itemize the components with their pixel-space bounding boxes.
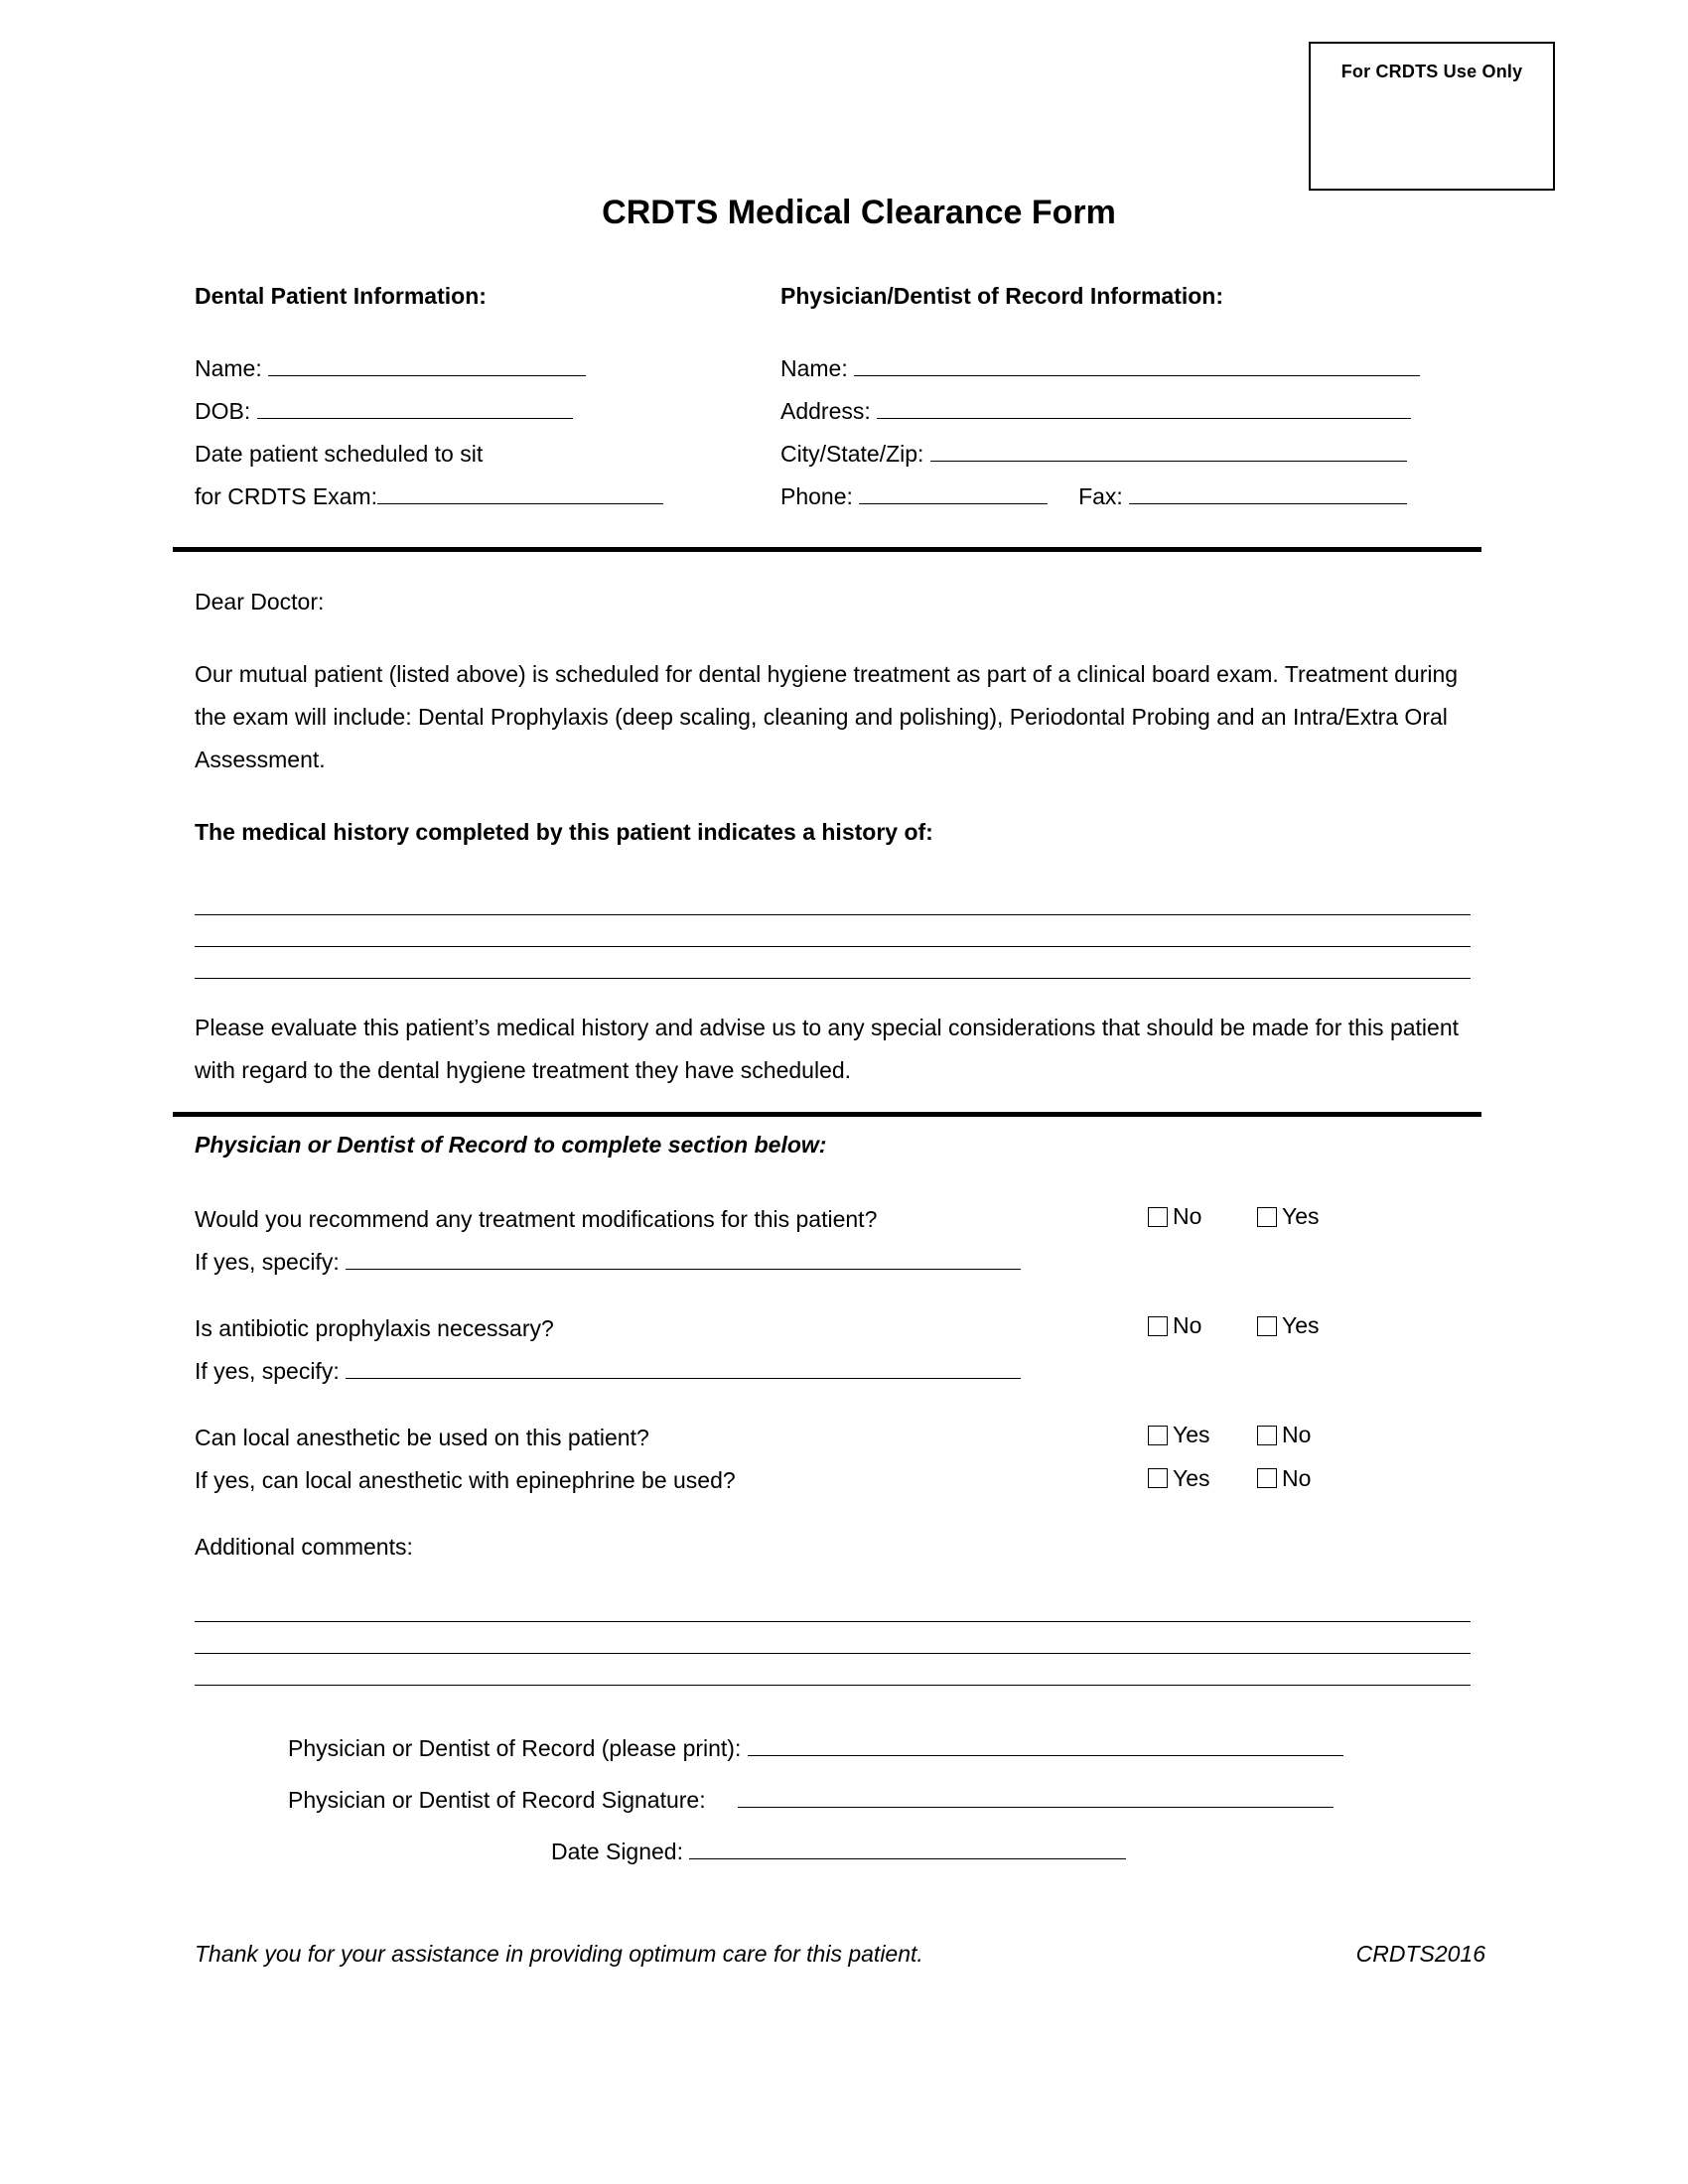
physician-phone-label: Phone: <box>780 483 853 509</box>
physician-phone-input[interactable] <box>859 481 1048 504</box>
question-2-followup-label: If yes, specify: <box>195 1357 340 1384</box>
question-4-option-no-label: No <box>1282 1464 1312 1491</box>
additional-comments-label: Additional comments: <box>195 1534 413 1560</box>
physician-citystatezip-row <box>780 433 1495 476</box>
letter-salutation: Dear Doctor: <box>195 589 325 614</box>
question-2-followup <box>195 1351 1485 1392</box>
crdts-use-only-box <box>1309 42 1555 191</box>
signature-sign-label: Physician or Dentist of Record Signature: <box>288 1787 706 1813</box>
patient-scheduled-row <box>195 433 780 476</box>
patient-information-column <box>195 283 780 518</box>
checkbox-icon[interactable] <box>1148 1468 1168 1488</box>
footer-thanks: Thank you for your assistance in providing optimum care for this patient. <box>195 1941 923 1967</box>
question-1-text: Would you recommend any treatment modifications for this patient? <box>195 1205 878 1232</box>
divider-top <box>173 547 1481 552</box>
signature-section <box>288 1722 1489 1877</box>
question-4-option-no[interactable] <box>1257 1458 1366 1499</box>
patient-name-label: Name: <box>195 355 262 381</box>
divider-bottom <box>173 1112 1481 1117</box>
question-4-text: If yes, can local anesthetic with epinephrine be used? <box>195 1467 736 1493</box>
physician-citystatezip-input[interactable] <box>930 439 1407 462</box>
question-4-option-yes-label: Yes <box>1173 1464 1210 1491</box>
comments-line-2[interactable] <box>195 1622 1471 1654</box>
question-3-option-yes[interactable] <box>1148 1415 1257 1455</box>
question-antibiotic-prophylaxis <box>195 1305 1485 1392</box>
physician-information-column <box>780 283 1495 518</box>
page-title: CRDTS Medical Clearance Form <box>602 194 1116 231</box>
checkbox-icon[interactable] <box>1148 1426 1168 1445</box>
signature-date-row <box>551 1826 1489 1877</box>
letter-body <box>195 581 1476 1092</box>
checkbox-icon[interactable] <box>1257 1316 1277 1336</box>
question-1-option-yes-label: Yes <box>1282 1203 1320 1229</box>
patient-dob-row <box>195 390 780 433</box>
letter-paragraph-1: Our mutual patient (listed above) is scheduled for dental hygiene treatment as part of a clinical board exam. Treatment during the exam will include: Dental Prophylaxis (deep scaling, cleaning and polishing), Periodontal Probing and an Intra/Extra Oral Assessment. <box>195 661 1459 772</box>
checkbox-icon[interactable] <box>1148 1316 1168 1336</box>
signature-print-label: Physician or Dentist of Record (please print): <box>288 1735 742 1761</box>
checkbox-icon[interactable] <box>1257 1426 1277 1445</box>
physician-name-label: Name: <box>780 355 848 381</box>
physician-name-input[interactable] <box>854 353 1420 376</box>
patient-exam-date-row <box>195 476 780 518</box>
physician-fax-label: Fax: <box>1078 483 1123 509</box>
complete-below-heading: Physician or Dentist of Record to complete section below: <box>195 1132 827 1158</box>
question-1-followup-label: If yes, specify: <box>195 1248 340 1275</box>
physician-name-row <box>780 347 1495 390</box>
letter-paragraph-2: Please evaluate this patient’s medical history and advise us to any special considerations that should be made for this patient with regard to the dental hygiene treatment they have scheduled. <box>195 1015 1459 1083</box>
question-3-option-no-label: No <box>1282 1422 1312 1447</box>
comments-line-3[interactable] <box>195 1654 1471 1686</box>
question-4-option-yes[interactable] <box>1148 1458 1257 1499</box>
information-section <box>195 283 1495 518</box>
question-local-anesthetic-group <box>195 1415 1485 1501</box>
question-3-option-yes-label: Yes <box>1173 1422 1210 1447</box>
physician-address-input[interactable] <box>877 396 1411 419</box>
signature-print-input[interactable] <box>748 1733 1343 1756</box>
question-2-followup-input[interactable] <box>346 1356 1021 1379</box>
question-3-option-no[interactable] <box>1257 1415 1366 1455</box>
patient-exam-date-input[interactable] <box>377 481 663 504</box>
question-2-option-yes[interactable] <box>1257 1305 1366 1346</box>
signature-sign-row <box>288 1774 1489 1826</box>
additional-comments-write-in[interactable] <box>195 1590 1485 1686</box>
question-1-option-yes[interactable] <box>1257 1196 1366 1237</box>
question-2-option-no-label: No <box>1173 1312 1202 1338</box>
history-line-3[interactable] <box>195 947 1471 979</box>
checkbox-icon[interactable] <box>1257 1468 1277 1488</box>
patient-dob-label: DOB: <box>195 398 251 424</box>
signature-print-row <box>288 1722 1489 1774</box>
question-2-option-no[interactable] <box>1148 1305 1257 1346</box>
question-2-text: Is antibiotic prophylaxis necessary? <box>195 1314 554 1341</box>
comments-line-1[interactable] <box>195 1590 1471 1622</box>
signature-date-input[interactable] <box>689 1837 1126 1859</box>
additional-comments-section <box>195 1534 1485 1686</box>
medical-history-write-in[interactable] <box>195 884 1476 979</box>
question-treatment-modifications <box>195 1196 1485 1283</box>
physician-phone-fax-row <box>780 476 1495 518</box>
patient-name-row <box>195 347 780 390</box>
signature-date-label: Date Signed: <box>551 1839 683 1864</box>
footer <box>195 1941 1485 1968</box>
patient-scheduled-label: Date patient scheduled to sit <box>195 441 484 467</box>
question-1-option-no-label: No <box>1173 1203 1202 1229</box>
question-1-followup-input[interactable] <box>346 1247 1021 1270</box>
question-1-followup <box>195 1242 1485 1283</box>
signature-sign-input[interactable] <box>738 1785 1334 1808</box>
patient-dob-input[interactable] <box>257 396 573 419</box>
patient-name-input[interactable] <box>268 353 586 376</box>
question-2-option-yes-label: Yes <box>1282 1312 1320 1338</box>
physician-address-row <box>780 390 1495 433</box>
checkbox-icon[interactable] <box>1148 1207 1168 1227</box>
physician-citystatezip-label: City/State/Zip: <box>780 441 924 467</box>
question-3-text: Can local anesthetic be used on this patient? <box>195 1424 649 1450</box>
physician-fax-input[interactable] <box>1129 481 1407 504</box>
checkbox-icon[interactable] <box>1257 1207 1277 1227</box>
history-line-2[interactable] <box>195 915 1471 947</box>
question-1-option-no[interactable] <box>1148 1196 1257 1237</box>
history-line-1[interactable] <box>195 884 1471 915</box>
medical-history-prompt: The medical history completed by this patient indicates a history of: <box>195 819 933 845</box>
physician-information-heading: Physician/Dentist of Record Information: <box>780 283 1223 309</box>
crdts-use-only-label: For CRDTS Use Only <box>1340 62 1523 81</box>
patient-exam-date-label: for CRDTS Exam: <box>195 483 378 509</box>
footer-form-code: CRDTS2016 <box>1355 1941 1485 1967</box>
physician-address-label: Address: <box>780 398 871 424</box>
patient-information-heading: Dental Patient Information: <box>195 283 487 309</box>
